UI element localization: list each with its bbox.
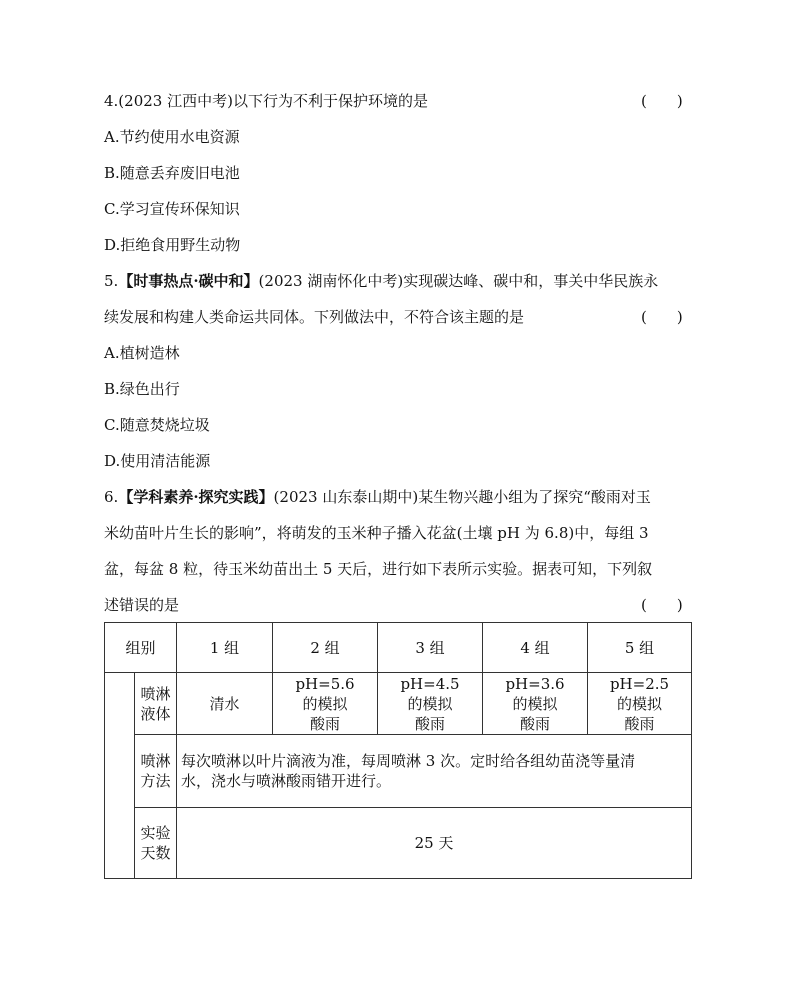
q4-stem: 4.(2023 江西中考)以下行为不利于保护环境的是 — [104, 92, 428, 110]
row-label-days-2: 天数 — [140, 844, 171, 862]
q5-answer-bracket[interactable]: ( ) — [641, 308, 683, 326]
q5-option-a[interactable]: A.植树造林 — [104, 344, 180, 362]
liquid-cell-5-line2: 的模拟 — [617, 694, 663, 713]
liquid-cell-3 — [378, 673, 483, 735]
q4-option-d[interactable]: D.拒绝食用野生动物 — [104, 236, 241, 254]
liquid-cell-2-line1: pH=5.6 — [295, 674, 355, 693]
header-cell-4: 4 组 — [483, 623, 588, 673]
row-label-liquid-1: 喷淋 — [140, 684, 171, 703]
q4-option-b[interactable]: B.随意丢弃废旧电池 — [104, 164, 240, 182]
row-label-method-1: 喷淋 — [140, 752, 171, 770]
q4-answer-bracket[interactable]: ( ) — [641, 92, 683, 110]
row-label-method — [135, 735, 177, 808]
q5-option-d[interactable]: D.使用清洁能源 — [104, 452, 211, 470]
liquid-cell-1-text: 清水 — [209, 694, 240, 713]
table-row-days — [105, 808, 692, 879]
q5-stem-line1 — [104, 271, 658, 291]
q6-stem-line2: 米幼苗叶片生长的影响”，将萌发的玉米种子播入花盆(土壤 pH 为 6.8)中，每组 3 — [104, 524, 649, 542]
q6-answer-bracket[interactable]: ( ) — [641, 596, 683, 614]
q5-stem-text1: (2023 湖南怀化中考)实现碳达峰、碳中和，事关中华民族永 — [258, 272, 659, 290]
method-text-cell — [177, 735, 692, 808]
liquid-cell-3-line1: pH=4.5 — [400, 674, 460, 693]
liquid-cell-2-line3: 酸雨 — [310, 714, 341, 733]
method-text-line1: 每次喷淋以叶片滴液为准，每周喷淋 3 次。定时给各组幼苗浇等量清 — [181, 752, 636, 770]
liquid-cell-4-line3: 酸雨 — [520, 714, 551, 733]
q4-option-c[interactable]: C.学习宣传环保知识 — [104, 200, 240, 218]
liquid-cell-5 — [588, 673, 692, 735]
q4-option-a[interactable]: A.节约使用水电资源 — [104, 128, 240, 146]
q5-stem-line2: 续发展和构建人类命运共同体。下列做法中，不符合该主题的是 — [104, 308, 525, 326]
liquid-cell-4 — [483, 673, 588, 735]
q6-tag: 【学科素养·探究实践】 — [118, 488, 274, 506]
liquid-cell-1 — [177, 673, 273, 735]
liquid-cell-2 — [273, 673, 378, 735]
header-cell-5: 5 组 — [588, 623, 692, 673]
row-label-days — [135, 808, 177, 879]
table-row-liquid — [105, 673, 692, 735]
liquid-cell-3-line2: 的模拟 — [407, 694, 453, 713]
q5-option-b[interactable]: B.绿色出行 — [104, 380, 180, 398]
header-cell-group: 组别 — [105, 623, 177, 673]
header-cell-2: 2 组 — [273, 623, 378, 673]
row-label-days-1: 实验 — [140, 824, 171, 842]
table-header-row — [105, 623, 692, 673]
row-label-liquid — [135, 673, 177, 735]
header-cell-1: 1 组 — [177, 623, 273, 673]
liquid-cell-2-line2: 的模拟 — [302, 694, 348, 713]
liquid-cell-5-line1: pH=2.5 — [609, 674, 670, 693]
header-cell-3: 3 组 — [378, 623, 483, 673]
q6-stem-line3: 盆，每盆 8 粒，待玉米幼苗出土 5 天后，进行如下表所示实验。据表可知，下列叙 — [104, 560, 653, 578]
q5-tag: 【时事热点·碳中和】 — [118, 272, 259, 290]
liquid-cell-3-line3: 酸雨 — [415, 714, 446, 733]
liquid-cell-4-line1: pH=3.6 — [505, 674, 565, 693]
q6-number: 6. — [104, 488, 119, 506]
q5-option-c[interactable]: C.随意焚烧垃圾 — [104, 416, 210, 434]
q6-stem-line4: 述错误的是 — [104, 596, 180, 614]
liquid-cell-5-line3: 酸雨 — [624, 714, 655, 733]
q6-stem-text1: (2023 山东泰山期中)某生物兴趣小组为了探究“酸雨对玉 — [273, 488, 651, 506]
method-text-line2: 水，浇水与喷淋酸雨错开进行。 — [181, 772, 392, 790]
merged-left-blank — [105, 673, 135, 879]
experiment-table — [104, 622, 692, 879]
days-value-cell: 25 天 — [177, 808, 692, 879]
row-label-liquid-2: 液体 — [140, 704, 171, 723]
row-label-method-2: 方法 — [140, 772, 171, 790]
table-row-method — [105, 735, 692, 808]
liquid-cell-4-line2: 的模拟 — [512, 694, 558, 713]
q5-number: 5. — [104, 272, 119, 290]
q6-stem-line1 — [104, 487, 651, 507]
